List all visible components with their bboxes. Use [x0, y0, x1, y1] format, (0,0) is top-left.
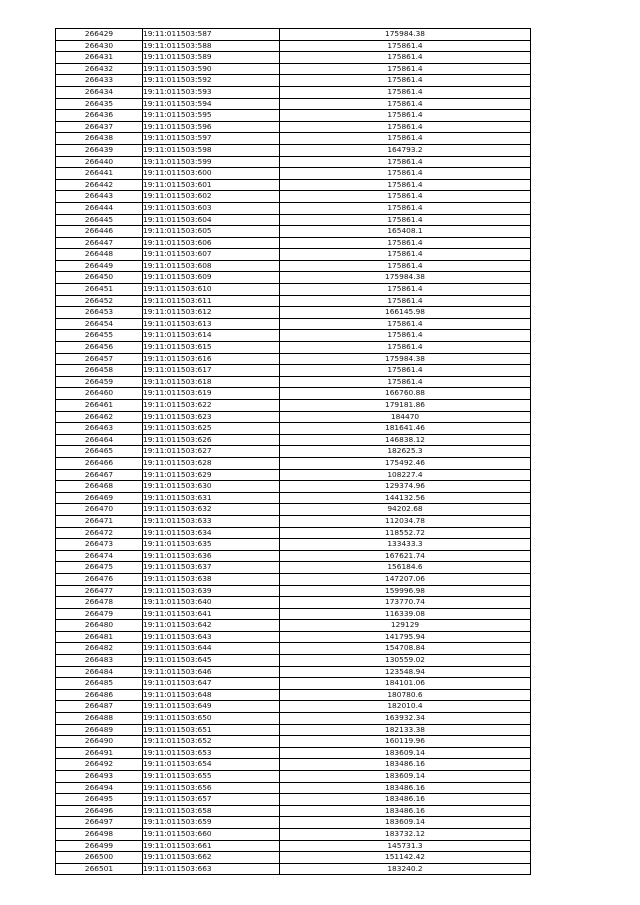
table-row: [56, 353, 531, 365]
value-cell: 175861.4: [280, 52, 531, 64]
row-id-cell: 266441: [56, 168, 143, 180]
row-id-cell: 266484: [56, 666, 143, 678]
cadastral-number-cell: 19:11:011503:634: [143, 527, 280, 539]
value-cell: 183609.14: [280, 771, 531, 783]
table-row: [56, 550, 531, 562]
cadastral-number-cell: 19:11:011503:601: [143, 179, 280, 191]
cadastral-number-cell: 19:11:011503:646: [143, 666, 280, 678]
cadastral-number-cell: 19:11:011503:598: [143, 144, 280, 156]
table-row: [56, 98, 531, 110]
value-cell: 166760.88: [280, 388, 531, 400]
row-id-cell: 266470: [56, 504, 143, 516]
row-id-cell: 266451: [56, 284, 143, 296]
table-row: [56, 481, 531, 493]
value-cell: 108227.4: [280, 469, 531, 481]
value-cell: 129374.96: [280, 481, 531, 493]
table-row: [56, 724, 531, 736]
row-id-cell: 266489: [56, 724, 143, 736]
table-row: [56, 701, 531, 713]
cadastral-number-cell: 19:11:011503:653: [143, 747, 280, 759]
value-cell: 175861.4: [280, 330, 531, 342]
value-cell: 183609.14: [280, 747, 531, 759]
table-row: [56, 504, 531, 516]
value-cell: 183486.16: [280, 794, 531, 806]
row-id-cell: 266473: [56, 539, 143, 551]
cadastral-number-cell: 19:11:011503:657: [143, 794, 280, 806]
value-cell: 175984.38: [280, 29, 531, 41]
cadastral-number-cell: 19:11:011503:623: [143, 411, 280, 423]
row-id-cell: 266490: [56, 736, 143, 748]
row-id-cell: 266466: [56, 457, 143, 469]
value-cell: 175861.4: [280, 191, 531, 203]
cadastral-number-cell: 19:11:011503:641: [143, 608, 280, 620]
row-id-cell: 266437: [56, 121, 143, 133]
row-id-cell: 266475: [56, 562, 143, 574]
cadastral-number-cell: 19:11:011503:614: [143, 330, 280, 342]
value-cell: 175861.4: [280, 365, 531, 377]
value-cell: 175984.38: [280, 353, 531, 365]
table-row: [56, 782, 531, 794]
table-row: [56, 342, 531, 354]
value-cell: 183609.14: [280, 817, 531, 829]
table-row: [56, 52, 531, 64]
table-row: [56, 643, 531, 655]
table-row: [56, 249, 531, 261]
value-cell: 123548.94: [280, 666, 531, 678]
cadastral-number-cell: 19:11:011503:638: [143, 573, 280, 585]
row-id-cell: 266471: [56, 515, 143, 527]
cadastral-number-cell: 19:11:011503:628: [143, 457, 280, 469]
row-id-cell: 266498: [56, 828, 143, 840]
cadastral-number-cell: 19:11:011503:615: [143, 342, 280, 354]
value-cell: 179181.86: [280, 400, 531, 412]
cadastral-number-cell: 19:11:011503:633: [143, 515, 280, 527]
row-id-cell: 266500: [56, 852, 143, 864]
row-id-cell: 266444: [56, 202, 143, 214]
cadastral-number-cell: 19:11:011503:592: [143, 75, 280, 87]
row-id-cell: 266436: [56, 110, 143, 122]
row-id-cell: 266496: [56, 805, 143, 817]
cadastral-number-cell: 19:11:011503:613: [143, 318, 280, 330]
cadastral-number-cell: 19:11:011503:608: [143, 260, 280, 272]
value-cell: 184101.06: [280, 678, 531, 690]
value-cell: 130559.02: [280, 655, 531, 667]
cadastral-number-cell: 19:11:011503:629: [143, 469, 280, 481]
cadastral-number-cell: 19:11:011503:600: [143, 168, 280, 180]
table-row: [56, 191, 531, 203]
value-cell: 183486.16: [280, 805, 531, 817]
table-row: [56, 272, 531, 284]
value-cell: 180780.6: [280, 689, 531, 701]
table-row: [56, 852, 531, 864]
row-id-cell: 266468: [56, 481, 143, 493]
value-cell: 175861.4: [280, 86, 531, 98]
value-cell: 182010.4: [280, 701, 531, 713]
table-row: [56, 747, 531, 759]
table-row: [56, 75, 531, 87]
table-row: [56, 666, 531, 678]
cadastral-number-cell: 19:11:011503:597: [143, 133, 280, 145]
table-row: [56, 295, 531, 307]
value-cell: 182625.3: [280, 446, 531, 458]
cadastral-number-cell: 19:11:011503:593: [143, 86, 280, 98]
table-row: [56, 423, 531, 435]
table-row: [56, 168, 531, 180]
row-id-cell: 266433: [56, 75, 143, 87]
value-cell: 175861.4: [280, 376, 531, 388]
value-cell: 164793.2: [280, 144, 531, 156]
table-row: [56, 446, 531, 458]
row-id-cell: 266465: [56, 446, 143, 458]
row-id-cell: 266488: [56, 713, 143, 725]
cadastral-number-cell: 19:11:011503:643: [143, 631, 280, 643]
table-row: [56, 365, 531, 377]
value-cell: 154708.84: [280, 643, 531, 655]
cadastral-number-cell: 19:11:011503:658: [143, 805, 280, 817]
value-cell: 165408.1: [280, 226, 531, 238]
table-row: [56, 492, 531, 504]
row-id-cell: 266476: [56, 573, 143, 585]
table-row: [56, 840, 531, 852]
cadastral-number-cell: 19:11:011503:626: [143, 434, 280, 446]
value-cell: 118552.72: [280, 527, 531, 539]
row-id-cell: 266443: [56, 191, 143, 203]
row-id-cell: 266439: [56, 144, 143, 156]
table-row: [56, 562, 531, 574]
table-row: [56, 411, 531, 423]
cadastral-number-cell: 19:11:011503:637: [143, 562, 280, 574]
row-id-cell: 266429: [56, 29, 143, 41]
row-id-cell: 266431: [56, 52, 143, 64]
value-cell: 175861.4: [280, 284, 531, 296]
cadastral-number-cell: 19:11:011503:599: [143, 156, 280, 168]
value-cell: 182133.38: [280, 724, 531, 736]
cadastral-number-cell: 19:11:011503:622: [143, 400, 280, 412]
table-row: [56, 759, 531, 771]
value-cell: 175984.38: [280, 272, 531, 284]
row-id-cell: 266434: [56, 86, 143, 98]
cadastral-number-cell: 19:11:011503:631: [143, 492, 280, 504]
row-id-cell: 266432: [56, 63, 143, 75]
value-cell: 175861.4: [280, 121, 531, 133]
cadastral-number-cell: 19:11:011503:660: [143, 828, 280, 840]
table-row: [56, 179, 531, 191]
value-cell: 166145.98: [280, 307, 531, 319]
value-cell: 160119.96: [280, 736, 531, 748]
value-cell: 175861.4: [280, 202, 531, 214]
value-cell: 116339.08: [280, 608, 531, 620]
value-cell: 145731.3: [280, 840, 531, 852]
row-id-cell: 266492: [56, 759, 143, 771]
row-id-cell: 266460: [56, 388, 143, 400]
table-row: [56, 794, 531, 806]
cadastral-number-cell: 19:11:011503:639: [143, 585, 280, 597]
cadastral-number-cell: 19:11:011503:655: [143, 771, 280, 783]
value-cell: 175861.4: [280, 63, 531, 75]
value-cell: 133433.3: [280, 539, 531, 551]
cadastral-number-cell: 19:11:011503:596: [143, 121, 280, 133]
table-row: [56, 237, 531, 249]
cadastral-number-cell: 19:11:011503:595: [143, 110, 280, 122]
row-id-cell: 266459: [56, 376, 143, 388]
cadastral-number-cell: 19:11:011503:606: [143, 237, 280, 249]
cadastral-number-cell: 19:11:011503:619: [143, 388, 280, 400]
cadastral-number-cell: 19:11:011503:590: [143, 63, 280, 75]
table-row: [56, 40, 531, 52]
row-id-cell: 266455: [56, 330, 143, 342]
value-cell: 183486.16: [280, 759, 531, 771]
table-row: [56, 260, 531, 272]
value-cell: 175861.4: [280, 295, 531, 307]
cadastral-number-cell: 19:11:011503:644: [143, 643, 280, 655]
cadastral-number-cell: 19:11:011503:603: [143, 202, 280, 214]
row-id-cell: 266438: [56, 133, 143, 145]
value-cell: 175861.4: [280, 237, 531, 249]
cadastral-number-cell: 19:11:011503:663: [143, 863, 280, 875]
row-id-cell: 266461: [56, 400, 143, 412]
row-id-cell: 266485: [56, 678, 143, 690]
cadastral-number-cell: 19:11:011503:640: [143, 597, 280, 609]
row-id-cell: 266435: [56, 98, 143, 110]
table-row: [56, 133, 531, 145]
row-id-cell: 266491: [56, 747, 143, 759]
cadastral-number-cell: 19:11:011503:587: [143, 29, 280, 41]
row-id-cell: 266452: [56, 295, 143, 307]
data-table: [55, 28, 531, 875]
row-id-cell: 266446: [56, 226, 143, 238]
cadastral-number-cell: 19:11:011503:616: [143, 353, 280, 365]
row-id-cell: 266479: [56, 608, 143, 620]
table-row: [56, 828, 531, 840]
table-row: [56, 620, 531, 632]
table-row: [56, 226, 531, 238]
table-row: [56, 63, 531, 75]
row-id-cell: 266499: [56, 840, 143, 852]
row-id-cell: 266445: [56, 214, 143, 226]
table-row: [56, 631, 531, 643]
value-cell: 175861.4: [280, 168, 531, 180]
row-id-cell: 266501: [56, 863, 143, 875]
row-id-cell: 266497: [56, 817, 143, 829]
row-id-cell: 266447: [56, 237, 143, 249]
cadastral-number-cell: 19:11:011503:617: [143, 365, 280, 377]
table-row: [56, 330, 531, 342]
cadastral-number-cell: 19:11:011503:636: [143, 550, 280, 562]
value-cell: 167621.74: [280, 550, 531, 562]
table-row: [56, 144, 531, 156]
table-row: [56, 110, 531, 122]
value-cell: 159996.98: [280, 585, 531, 597]
table-row: [56, 736, 531, 748]
table-row: [56, 539, 531, 551]
row-id-cell: 266469: [56, 492, 143, 504]
cadastral-number-cell: 19:11:011503:611: [143, 295, 280, 307]
row-id-cell: 266454: [56, 318, 143, 330]
value-cell: 181641.46: [280, 423, 531, 435]
row-id-cell: 266448: [56, 249, 143, 261]
table-row: [56, 156, 531, 168]
table-row: [56, 527, 531, 539]
row-id-cell: 266467: [56, 469, 143, 481]
row-id-cell: 266474: [56, 550, 143, 562]
table-row: [56, 284, 531, 296]
table-row: [56, 376, 531, 388]
row-id-cell: 266483: [56, 655, 143, 667]
row-id-cell: 266477: [56, 585, 143, 597]
cadastral-number-cell: 19:11:011503:661: [143, 840, 280, 852]
table-row: [56, 655, 531, 667]
row-id-cell: 266495: [56, 794, 143, 806]
cadastral-number-cell: 19:11:011503:654: [143, 759, 280, 771]
table-row: [56, 805, 531, 817]
table-row: [56, 29, 531, 41]
table-row: [56, 678, 531, 690]
table-row: [56, 713, 531, 725]
table-row: [56, 121, 531, 133]
row-id-cell: 266478: [56, 597, 143, 609]
table-row: [56, 469, 531, 481]
cadastral-number-cell: 19:11:011503:627: [143, 446, 280, 458]
row-id-cell: 266493: [56, 771, 143, 783]
cadastral-number-cell: 19:11:011503:651: [143, 724, 280, 736]
row-id-cell: 266430: [56, 40, 143, 52]
table-row: [56, 515, 531, 527]
row-id-cell: 266472: [56, 527, 143, 539]
value-cell: 156184.6: [280, 562, 531, 574]
cadastral-number-cell: 19:11:011503:662: [143, 852, 280, 864]
value-cell: 147207.06: [280, 573, 531, 585]
value-cell: 183240.2: [280, 863, 531, 875]
cadastral-number-cell: 19:11:011503:625: [143, 423, 280, 435]
table-row: [56, 307, 531, 319]
cadastral-number-cell: 19:11:011503:648: [143, 689, 280, 701]
row-id-cell: 266456: [56, 342, 143, 354]
cadastral-number-cell: 19:11:011503:594: [143, 98, 280, 110]
cadastral-number-cell: 19:11:011503:635: [143, 539, 280, 551]
table-body: [56, 29, 531, 875]
value-cell: 94202.68: [280, 504, 531, 516]
cadastral-number-cell: 19:11:011503:589: [143, 52, 280, 64]
table-row: [56, 86, 531, 98]
table-row: [56, 214, 531, 226]
cadastral-number-cell: 19:11:011503:645: [143, 655, 280, 667]
cadastral-number-cell: 19:11:011503:642: [143, 620, 280, 632]
cadastral-number-cell: 19:11:011503:630: [143, 481, 280, 493]
value-cell: 175861.4: [280, 75, 531, 87]
row-id-cell: 266464: [56, 434, 143, 446]
table-row: [56, 202, 531, 214]
row-id-cell: 266486: [56, 689, 143, 701]
row-id-cell: 266458: [56, 365, 143, 377]
row-id-cell: 266481: [56, 631, 143, 643]
value-cell: 175861.4: [280, 342, 531, 354]
value-cell: 175861.4: [280, 318, 531, 330]
cadastral-number-cell: 19:11:011503:652: [143, 736, 280, 748]
value-cell: 183732.12: [280, 828, 531, 840]
table-row: [56, 689, 531, 701]
row-id-cell: 266457: [56, 353, 143, 365]
cadastral-number-cell: 19:11:011503:610: [143, 284, 280, 296]
row-id-cell: 266494: [56, 782, 143, 794]
value-cell: 175861.4: [280, 179, 531, 191]
value-cell: 175861.4: [280, 40, 531, 52]
row-id-cell: 266450: [56, 272, 143, 284]
row-id-cell: 266482: [56, 643, 143, 655]
value-cell: 151142.42: [280, 852, 531, 864]
value-cell: 175861.4: [280, 249, 531, 261]
table-row: [56, 400, 531, 412]
value-cell: 184470: [280, 411, 531, 423]
table-row: [56, 457, 531, 469]
value-cell: 175492.46: [280, 457, 531, 469]
value-cell: 129129: [280, 620, 531, 632]
cadastral-number-cell: 19:11:011503:612: [143, 307, 280, 319]
table-row: [56, 608, 531, 620]
cadastral-number-cell: 19:11:011503:602: [143, 191, 280, 203]
cadastral-number-cell: 19:11:011503:618: [143, 376, 280, 388]
value-cell: 175861.4: [280, 133, 531, 145]
value-cell: 175861.4: [280, 110, 531, 122]
cadastral-number-cell: 19:11:011503:656: [143, 782, 280, 794]
table-row: [56, 817, 531, 829]
cadastral-number-cell: 19:11:011503:609: [143, 272, 280, 284]
table-row: [56, 863, 531, 875]
table-row: [56, 318, 531, 330]
row-id-cell: 266462: [56, 411, 143, 423]
value-cell: 141795.94: [280, 631, 531, 643]
cadastral-number-cell: 19:11:011503:650: [143, 713, 280, 725]
cadastral-number-cell: 19:11:011503:632: [143, 504, 280, 516]
table-row: [56, 597, 531, 609]
row-id-cell: 266442: [56, 179, 143, 191]
value-cell: 146838.12: [280, 434, 531, 446]
value-cell: 175861.4: [280, 156, 531, 168]
cadastral-number-cell: 19:11:011503:607: [143, 249, 280, 261]
cadastral-number-cell: 19:11:011503:604: [143, 214, 280, 226]
table-row: [56, 585, 531, 597]
row-id-cell: 266480: [56, 620, 143, 632]
cadastral-number-cell: 19:11:011503:647: [143, 678, 280, 690]
value-cell: 173770.74: [280, 597, 531, 609]
cadastral-number-cell: 19:11:011503:649: [143, 701, 280, 713]
row-id-cell: 266487: [56, 701, 143, 713]
value-cell: 112034.78: [280, 515, 531, 527]
value-cell: 144132.56: [280, 492, 531, 504]
value-cell: 183486.16: [280, 782, 531, 794]
row-id-cell: 266440: [56, 156, 143, 168]
value-cell: 163932.34: [280, 713, 531, 725]
table-row: [56, 434, 531, 446]
value-cell: 175861.4: [280, 214, 531, 226]
value-cell: 175861.4: [280, 98, 531, 110]
cadastral-number-cell: 19:11:011503:659: [143, 817, 280, 829]
row-id-cell: 266449: [56, 260, 143, 272]
cadastral-number-cell: 19:11:011503:588: [143, 40, 280, 52]
table-row: [56, 771, 531, 783]
table-row: [56, 388, 531, 400]
cadastral-number-cell: 19:11:011503:605: [143, 226, 280, 238]
table-row: [56, 573, 531, 585]
row-id-cell: 266453: [56, 307, 143, 319]
value-cell: 175861.4: [280, 260, 531, 272]
row-id-cell: 266463: [56, 423, 143, 435]
